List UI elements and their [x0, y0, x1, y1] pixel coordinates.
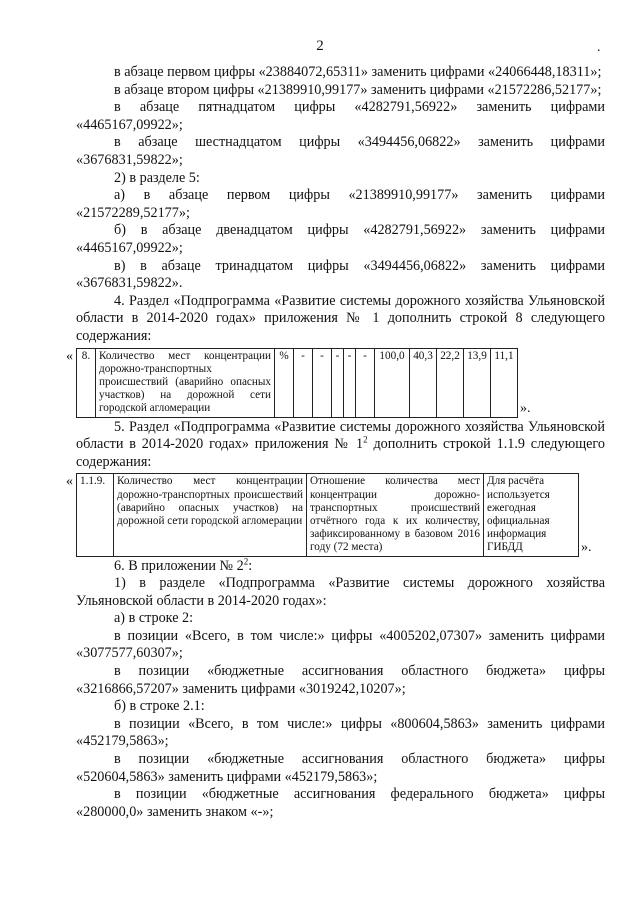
table-cell: - — [313, 348, 332, 417]
indicator-name-cell: Количество мест концентрации дорожно-транспортных происшествий (аварийно опасных участков) на дорожной сети городской агломерации — [114, 474, 307, 556]
table-row — [77, 474, 579, 556]
paragraph-6-text-end: : — [248, 557, 253, 574]
paragraph-5 — [76, 419, 605, 472]
paragraph: в абзаце втором цифры «21389910,99177» заменить цифрами «21572286,52177»; — [114, 81, 602, 98]
paragraph: в позиции «бюджетные ассигнования федерального бюджета» цифры «280000,0» заменить знаком «-»; — [76, 786, 605, 820]
paragraph: в позиции «Всего, в том числе:» цифры «800604,5863» заменить цифрами «452179,5863»; — [76, 715, 605, 750]
open-quote: « — [66, 348, 73, 364]
paragraph-5-text-end: дополнить строкой 1.1.9 следующего содержания: — [76, 436, 605, 470]
row-number: 1.1.9. — [77, 474, 114, 556]
formula-cell: Отношение количества мест концентрации дорожно-транспортных происшествий отчётного года к их количеству, зафиксированному в базовом 2016 году (72 места) — [307, 474, 484, 556]
table-cell: - — [332, 348, 344, 417]
paragraph: а) в строке 2: — [114, 610, 194, 627]
paragraph: в абзаце первом цифры «23884072,65311» заменить цифрами «24066448,18311»; — [114, 64, 602, 80]
paragraph: в) в абзаце тринадцатом цифры «3494456,06822» заменить цифрами «3676831,59822». — [76, 257, 605, 292]
paragraph: 2) в разделе 5: — [114, 169, 200, 186]
paragraph: а) в абзаце первом цифры «21389910,99177» заменить цифрами «21572289,52177»; — [76, 187, 605, 221]
superscript: 2 — [243, 555, 249, 566]
superscript: 2 — [363, 434, 368, 445]
table-cell: - — [356, 348, 375, 417]
paragraph: 4. Раздел «Подпрограмма «Развитие системы дорожного хозяйства Ульяновской области в 2014-2020 годах» приложения № 1 дополнить строкой 8 следующего содержания: — [76, 292, 605, 344]
table-cell: 13,9 — [464, 348, 491, 417]
paragraph: в позиции «бюджетные ассигнования областного бюджета» цифры «3216866,57207» заменить цифрами «3019242,10207»; — [76, 663, 605, 697]
paragraph-5-text: 5. Раздел «Подпрограмма «Развитие системы дорожного хозяйства Ульяновской области в 2014-2020 годах» приложения № 1 — [76, 418, 605, 453]
table-cell: 11,1 — [491, 348, 518, 417]
indicator-table-row-1-1-9 — [76, 473, 579, 556]
paragraph: в абзаце пятнадцатом цифры «4282791,56922» заменить цифрами «4465167,09922»; — [76, 99, 605, 133]
close-quote: ». — [520, 400, 531, 416]
close-quote: ». — [581, 539, 592, 555]
table-1-wrapper — [66, 348, 605, 418]
table-cell: 22,2 — [437, 348, 464, 417]
paragraph: 1) в разделе «Подпрограмма «Развитие системы дорожного хозяйства Ульяновской области в 2014-2020 годах»: — [76, 575, 605, 609]
row-description: Количество мест концентрации дорожно-транспортных происшествий (аварийно опасных участков) на дорожной сети городской агломерации — [96, 348, 275, 417]
row-number: 8. — [77, 348, 96, 417]
table-row — [77, 348, 518, 417]
paragraph: б) в строке 2.1: — [114, 698, 205, 715]
indicator-table-row-8 — [76, 348, 518, 418]
paragraph-6-text: 6. В приложении № 2 — [114, 557, 244, 574]
document-body — [66, 64, 605, 821]
table-cell: - — [294, 348, 313, 417]
paragraph: б) в абзаце двенадцатом цифры «4282791,56922» заменить цифрами «4465167,09922»; — [76, 222, 605, 256]
table-cell: 100,0 — [375, 348, 410, 417]
table-cell: 40,3 — [410, 348, 437, 417]
paragraph: в позиции «бюджетные ассигнования областного бюджета» цифры «520604,5863» заменить цифрами «452179,5863»; — [76, 751, 605, 785]
page-number: 2 — [316, 38, 324, 54]
paragraph: в абзаце шестнадцатом цифры «3494456,06822» заменить цифрами «3676831,59822»; — [76, 134, 605, 168]
paragraph-6 — [76, 555, 605, 576]
paragraph: в позиции «Всего, в том числе:» цифры «4005202,07307» заменить цифрами «3077577,60307»; — [76, 627, 605, 662]
source-cell: Для расчёта используется ежегодная официальная информация ГИБДД — [484, 474, 579, 556]
table-cell: - — [344, 348, 356, 417]
table-cell: % — [275, 348, 294, 417]
table-2-wrapper — [66, 473, 605, 556]
open-quote: « — [66, 474, 73, 490]
page-mark: . — [597, 40, 601, 55]
